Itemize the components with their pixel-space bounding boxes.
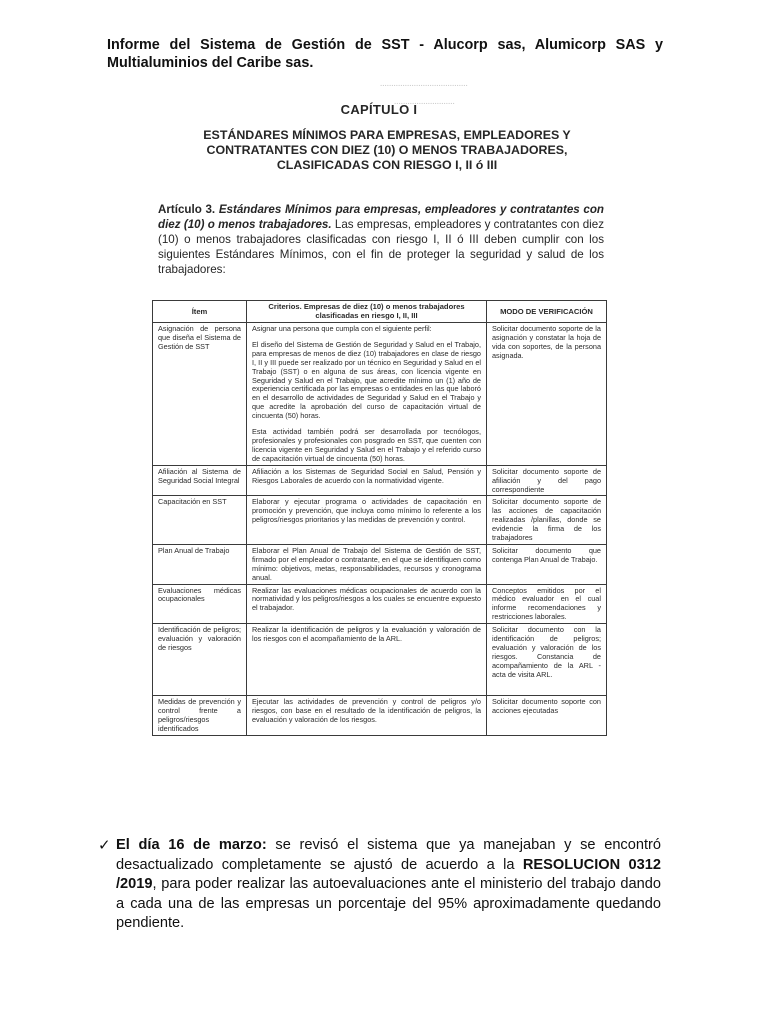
scanned-regulation-excerpt	[152, 78, 606, 812]
bullet-paragraph	[98, 836, 661, 934]
row-verification: Conceptos emitidos por el médico evaluador en el cual informe recomendaciones y restricciones laborales.	[487, 584, 607, 624]
table-row	[153, 465, 607, 496]
header-criteria: Criterios. Empresas de diez (10) o menos trabajadores clasificadas en riesgo I, II, III	[247, 301, 487, 323]
row-criteria: Ejecutar las actividades de prevención y control de peligros y/o riesgos, con base en el resultado de la identificación de peligros, la evaluación y valoración de los riesgos.	[247, 696, 487, 736]
table-header-row	[153, 301, 607, 323]
table-row	[153, 496, 607, 545]
standards-title: ESTÁNDARES MÍNIMOS PARA EMPRESAS, EMPLEADORES Y CONTRATANTES CON DIEZ (10) O MENOS TRABAJADORES, CLASIFICADAS CON RIESGO I, II ó III	[203, 128, 571, 172]
bullet-text-part-1: se revisó el sistema que ya manejaban y se encontró desactualizado completamente se ajustó de acuerdo a la	[116, 837, 661, 873]
row-criteria: Elaborar y ejecutar programa o actividades de capacitación en promoción y prevención, que incluya como mínimo lo referente a los peligros/riesgos prioritarios y las medidas de prevención y control.	[247, 496, 487, 545]
row-verification: Solicitar documento que contenga Plan Anual de Trabajo.	[487, 544, 607, 584]
article-heading: Estándares Mínimos para empresas, empleadores y contratantes con diez (10) o menos trabajadores.	[158, 203, 604, 231]
article-label: Artículo 3.	[158, 203, 216, 216]
row-item: Capacitación en SST	[153, 496, 247, 545]
row-item: Asignación de persona que diseña el Sistema de Gestión de SST	[153, 323, 247, 466]
checkmark-icon: ✓	[98, 836, 111, 854]
table-row	[153, 544, 607, 584]
row-verification: Solicitar documento soporte de afiliación y del pago correspondiente	[487, 465, 607, 496]
bullet-date-label: El día 16 de marzo:	[116, 837, 267, 853]
standards-table	[152, 300, 607, 736]
bullet-text-part-2: , para poder realizar las autoevaluaciones ante el ministerio del trabajo dando a cada una de las empresas un porcentaje del 95% aproximadamente quedando pendiente.	[116, 876, 661, 932]
table-row	[153, 323, 607, 466]
row-criteria: Elaborar el Plan Anual de Trabajo del Sistema de Gestión de SST, firmado por el empleador o contratante, en el que se identifiquen como mínimo: objetivos, metas, responsabilidades, recursos y cronograma anual.	[247, 544, 487, 584]
report-title: Informe del Sistema de Gestión de SST - Alucorp sas, Alumicorp SAS y Multialuminios del Caribe sas.	[107, 37, 663, 71]
row-item: Afiliación al Sistema de Seguridad Social Integral	[153, 465, 247, 496]
criteria-paragraph: Esta actividad también podrá ser desarrollada por tecnólogos, profesionales y profesionales con posgrado en SST, que cuenten con licencia vigente en Seguridad y Salud en el Trabajo y el referido curso de capacitación virtual de cincuenta (50) horas.	[252, 427, 481, 463]
bleed-through-text: ...........................	[394, 96, 455, 106]
row-criteria: Realizar la identificación de peligros y la evaluación y valoración de los riesgos con el acompañamiento de la ARL.	[247, 624, 487, 696]
criteria-paragraph: El diseño del Sistema de Gestión de Seguridad y Salud en el Trabajo, para empresas de menos de diez (10) trabajadores en clase de riesgo I, II y III puede ser realizado por un técnico en Seguridad y Salud en el Trabajo (SST) o en alguna de sus áreas, con licencia vigente en Seguridad y Salud en el Trabajo, que acredite mínimo un (1) año de experiencia certificada por las empresas o entidades en las que laboró en el desarrollo de actividades de Seguridad y Salud en el Trabajo y que acredite la aprobación del curso de capacitación virtual de cincuenta (50) horas.	[252, 339, 481, 421]
header-verification: MODO DE VERIFICACIÓN	[487, 301, 607, 323]
article-body: Las empresas, empleadores y contratantes con diez (10) o menos trabajadores clasificadas con riesgo I, II ó III deben cumplir con los siguientes Estándares Mínimos, con el fin de proteger la seguridad y salud de los trabajadores:	[158, 218, 605, 276]
row-criteria: Realizar las evaluaciones médicas ocupacionales de acuerdo con la normatividad y los peligros/riesgos a los cuales se encuentre expuesto el trabajador.	[247, 584, 487, 624]
row-item: Plan Anual de Trabajo	[153, 544, 247, 584]
row-item: Identificación de peligros; evaluación y valoración de riesgos	[153, 624, 247, 696]
row-criteria	[247, 323, 487, 466]
row-item: Medidas de prevención y control frente a peligros/riesgos identificados	[153, 696, 247, 736]
row-item: Evaluaciones médicas ocupacionales	[153, 584, 247, 624]
bleed-through-text: .......................................	[380, 78, 468, 88]
criteria-paragraph: Asignar una persona que cumpla con el siguiente perfil:	[252, 324, 432, 333]
table-row	[153, 696, 607, 736]
article-3-paragraph	[158, 202, 604, 277]
chapter-heading: CAPÍTULO I	[340, 102, 418, 117]
row-verification: Solicitar documento soporte con acciones ejecutadas	[487, 696, 607, 736]
row-criteria: Afiliación a los Sistemas de Seguridad Social en Salud, Pensión y Riesgos Laborales de acuerdo con la normatividad vigente.	[247, 465, 487, 496]
row-verification: Solicitar documento con la identificación de peligros; evaluación y valoración de los riesgos. Constancia de acompañamiento de la ARL - acta de visita ARL.	[487, 624, 607, 696]
resolution-reference: RESOLUCION 0312 /2019	[116, 856, 661, 893]
row-verification: Solicitar documento soporte de la asignación y constatar la hoja de vida con soportes, de la persona asignada.	[487, 323, 607, 466]
table-row	[153, 584, 607, 624]
table-row	[153, 624, 607, 696]
row-verification: Solicitar documento soporte de las acciones de capacitación realizadas /planillas, donde se evidencie la firma de los trabajadores	[487, 496, 607, 545]
header-item: Ítem	[153, 301, 247, 323]
